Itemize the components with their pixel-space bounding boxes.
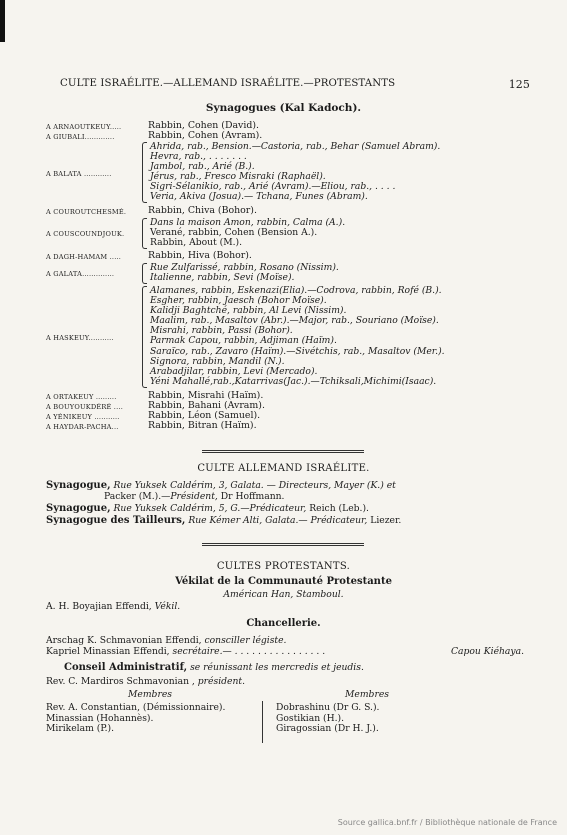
section-divider [202,450,364,453]
membres-right-title: Membres [345,689,389,700]
entry-value: Rabbin, Cohen (David). [148,120,259,131]
allemand-line-2 [104,491,284,502]
list-item: Dans la maison Amon, rabbin, Calma (A.). [150,217,346,228]
conseil-title: Conseil Administratif, [64,662,188,673]
running-header [60,78,530,89]
list-item: Dobrashinu (Dr G. S.). [276,702,380,713]
list-item: Jérus, rab., Fresco Misraki (Raphaël). [150,171,326,183]
haskeuy-lines [150,286,445,387]
place-label: A BALATA ............ [46,170,112,178]
membres-left-list [46,703,225,735]
entry-bold: Synagogue, [46,480,111,491]
list-item: Rev. A. Constantian, (Démissionnaire). [46,702,226,713]
chancellerie-title: Chancellerie. [246,618,321,629]
entry-role: secrétaire.— . . . . . . . . . . . . . . . . [172,646,326,657]
protestants-title: CULTES PROTESTANTS. [216,561,351,572]
balata-lines [150,142,440,203]
membres-right-list [276,703,379,735]
entry-role: Vékil. [154,601,181,612]
allemand-line-4 [46,515,401,526]
brace [142,142,147,203]
place-label: A HASKEUY........... [46,334,114,342]
list-item: Kalidji Baghtché, rabbin, Al Levi (Nissim). [150,305,347,317]
president-line [46,676,245,687]
list-item: Rue Zulfarissé, rabbin, Rosano (Nissim). [150,262,339,273]
entry-text: Rev. C. Mardiros Schmavonian , [46,676,195,687]
list-item: Minassian (Hohannès). [46,712,154,724]
conseil-note: se réunissant les mercredis et jeudis. [190,662,364,673]
vekilat-title: Vékilat de la Communauté Protestante [175,576,392,587]
list-item: Esgher, rabbin, Jaesch (Bohor Moïse). [150,295,327,307]
brace [142,263,147,284]
list-item: Verané, rabbin, Cohen (Bension A.). [150,227,318,239]
chancellerie-line-1 [46,635,286,646]
entry-address: Rue Kémer Alti, Galata.— Prédicateur, [188,515,368,526]
place-label: A ARNAOUTKEUY..... [46,123,122,131]
haskeuy-group [46,286,516,388]
entry-role: consciller légiste. [204,635,287,646]
synagogues-title: Synagogues (Kal Kadoch). [205,102,362,114]
membres-left-title: Membres [128,689,172,700]
entry-rest: — Directeurs, Mayer (K.) et [266,480,396,491]
entry-value: Rabbin, Bahani (Avram). [148,400,265,411]
list-item: Giragossian (Dr H. J.). [276,723,379,735]
entry-value: Rabbin, Hiva (Bohor). [148,250,252,261]
list-item: Veria, Akiva (Josua).— Tchana, Funes (Abram). [150,191,368,203]
allemand-title: CULTE ALLEMAND ISRAÉLITE. [197,463,370,474]
cousgoundjouk-lines [150,218,345,248]
scan-edge-mark [0,0,5,42]
page-number: 125 [508,78,530,91]
list-item: Yéni Mahallé,rab.,Katarrivas(Jac.).—Tchiksali,Michimi(Isaac). [150,375,437,387]
entry-rest: Reich (Leb.). [309,503,369,514]
chancellerie-line-2 [46,646,524,657]
vekilat-address: Américan Han, Stamboul. [223,589,344,600]
allemand-line-3 [46,503,369,514]
brace [142,218,147,249]
place-label: A ORTAKEUY ......... [46,393,117,401]
place-label: A GALATA.............. [46,270,115,278]
entry-value: Rabbin, Misrahi (Haïm). [148,390,264,401]
place-label: A COUSCOUNDJOUK. [46,230,125,238]
entry-rest: Liezer. [370,515,402,526]
source-credit: Source gallica.bnf.fr / Bibliothèque nationale de France [337,818,557,827]
entry-text: Arschag K. Schmavonian Effendi, [46,635,202,646]
balata-group [46,142,516,203]
list-item: Parmak Capou, rabbin, Adjiman (Haïm). [150,335,337,347]
cousgoundjouk-group [46,218,516,249]
entry-bold: Synagogue, [46,503,111,514]
galata-lines [150,263,339,283]
list-item: Rabbin, About (M.). [150,237,243,249]
place-label: A YÉNIKEUY ........... [46,413,120,421]
vekil-line [46,601,180,612]
list-item: Arabadjilar, rabbin, Levi (Mercado). [150,365,318,377]
entry-text: Dr Hoffmann. [220,491,285,502]
entry-value: Rabbin, Cohen (Avram). [148,130,263,141]
place-label: A GIUBALI............. [46,133,115,141]
entry-text: Kapriel Minassian Effendi, [46,646,170,657]
list-item: Gostikian (H.). [276,712,345,724]
list-item: Alamanes, rabbin, Eskenazi(Elia).—Codrova, rabbin, Rofé (B.). [150,285,442,296]
list-item: Signora, rabbin, Mandil (N.). [150,355,285,367]
place-label: A BOUYOUKDÉRÉ .... [46,403,123,411]
entry-bold: Synagogue des Tailleurs, [46,515,186,526]
galata-group [46,263,516,284]
entry-value: Rabbin, Chiva (Bohor). [148,205,257,216]
entry-text: Packer (M.).— [104,491,171,502]
entry-role: Président, [170,491,218,502]
entry-location: Capou Kiéhaya. [451,646,524,657]
entry-address: Rue Yuksek Caldérim, 5, G.—Prédicateur, [113,503,307,514]
list-item: Saraïco, rab., Zavaro (Haïm).—Sivétchis, rab., Masaltov (Mer.). [150,345,445,357]
list-item: Sigri-Sélanikio, rab., Arié (Avram).—Eliou, rab., . . . . [150,181,396,193]
allemand-line-1 [46,480,396,491]
entry-value: Rabbin, Bitran (Haïm). [148,420,257,431]
list-item: Mirikelam (P.). [46,723,115,735]
entry-text: A. H. Boyajian Effendi, [46,601,152,612]
list-item: Hevra, rab., . . . . . . . [150,151,247,163]
brace [142,286,147,388]
header-title: CULTE ISRAÉLITE.—ALLEMAND ISRAÉLITE.—PROTESTANTS [60,78,396,89]
column-divider [262,701,263,743]
entry-role: président. [197,676,245,687]
list-item: Misrahi, rabbin, Passi (Bohor). [150,325,293,337]
list-item: Jambol, rab., Arié (B.). [150,161,255,173]
section-divider [202,543,364,546]
place-label: A COUROUTCHESMÉ. [46,208,127,216]
list-item: Italienne, rabbin, Sevi (Moïse). [150,272,295,284]
entry-value: Rabbin, Léon (Samuel). [148,410,261,421]
place-label: A DAGH-HAMAM ..... [46,253,122,261]
list-item: Ahrida, rab., Bension.—Castoria, rab., Behar (Samuel Abram). [150,141,441,152]
conseil-line [64,662,364,673]
entry-address: Rue Yuksek Caldérim, 3, Galata. [113,480,264,491]
list-item: Maalim, rab., Masaltov (Abr.).—Major, rab., Souriano (Moïse). [150,315,439,327]
place-label: A HAYDAR-PACHA... [46,423,119,431]
